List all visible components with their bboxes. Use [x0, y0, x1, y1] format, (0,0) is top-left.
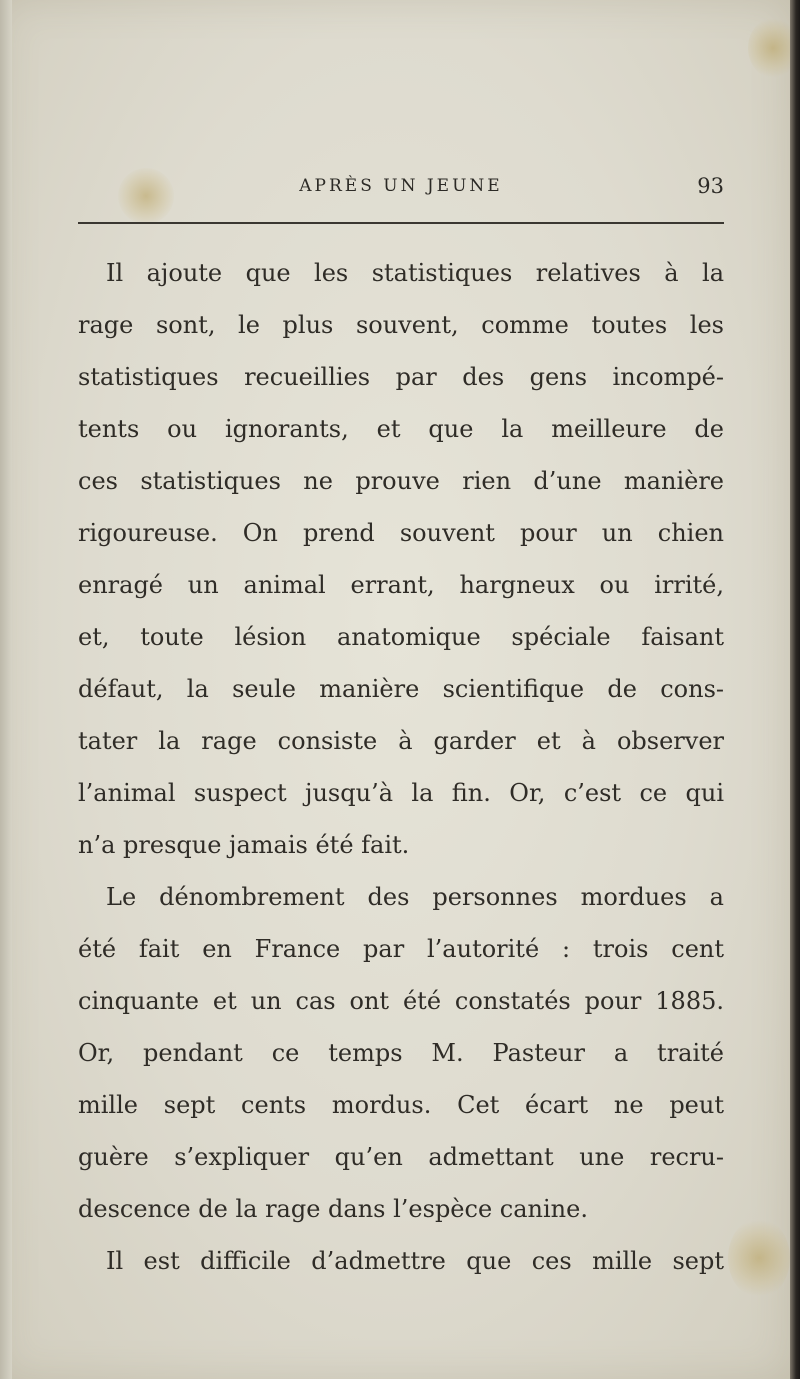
text-line: défaut, la seule manière scientifique de cons- [78, 675, 724, 703]
page-gutter [0, 0, 12, 1379]
page-number: 93 [697, 174, 724, 198]
text-line: n’a presque jamais été fait. [78, 831, 410, 859]
scan-edge [790, 0, 800, 1379]
header-rule [78, 222, 724, 224]
text-line: été fait en France par l’autorité : trois cent [78, 935, 724, 963]
text-line: statistiques recueillies par des gens incompé- [78, 363, 724, 391]
text-line: rage sont, le plus souvent, comme toutes les [78, 311, 724, 339]
text-line: et, toute lésion anatomique spéciale faisant [78, 623, 724, 651]
text-line: Le dénombrement des personnes mordues a [106, 883, 724, 911]
text-line: Il ajoute que les statistiques relatives à la [106, 259, 724, 287]
page-header [78, 172, 724, 202]
text-line: rigoureuse. On prend souvent pour un chien [78, 519, 724, 547]
body-text [78, 247, 724, 1287]
text-line: l’animal suspect jusqu’à la fin. Or, c’est ce qui [78, 779, 724, 807]
running-title: APRÈS UN JEUNE [299, 176, 503, 196]
text-line: descence de la rage dans l’espèce canine. [78, 1195, 588, 1223]
text-line: Il est difficile d’admettre que ces mille sept [106, 1247, 724, 1275]
text-line: tents ou ignorants, et que la meilleure de [78, 415, 724, 443]
text-line: ces statistiques ne prouve rien d’une manière [78, 467, 724, 495]
text-line: guère s’expliquer qu’en admettant une recru- [78, 1143, 724, 1171]
text-line: enragé un animal errant, hargneux ou irrité, [78, 571, 724, 599]
text-line: Or, pendant ce temps M. Pasteur a traité [78, 1039, 724, 1067]
text-line: mille sept cents mordus. Cet écart ne peut [78, 1091, 724, 1119]
foxing-stain [728, 1218, 790, 1298]
text-line: cinquante et un cas ont été constatés pour 1885. [78, 987, 724, 1015]
text-line: tater la rage consiste à garder et à observer [78, 727, 724, 755]
